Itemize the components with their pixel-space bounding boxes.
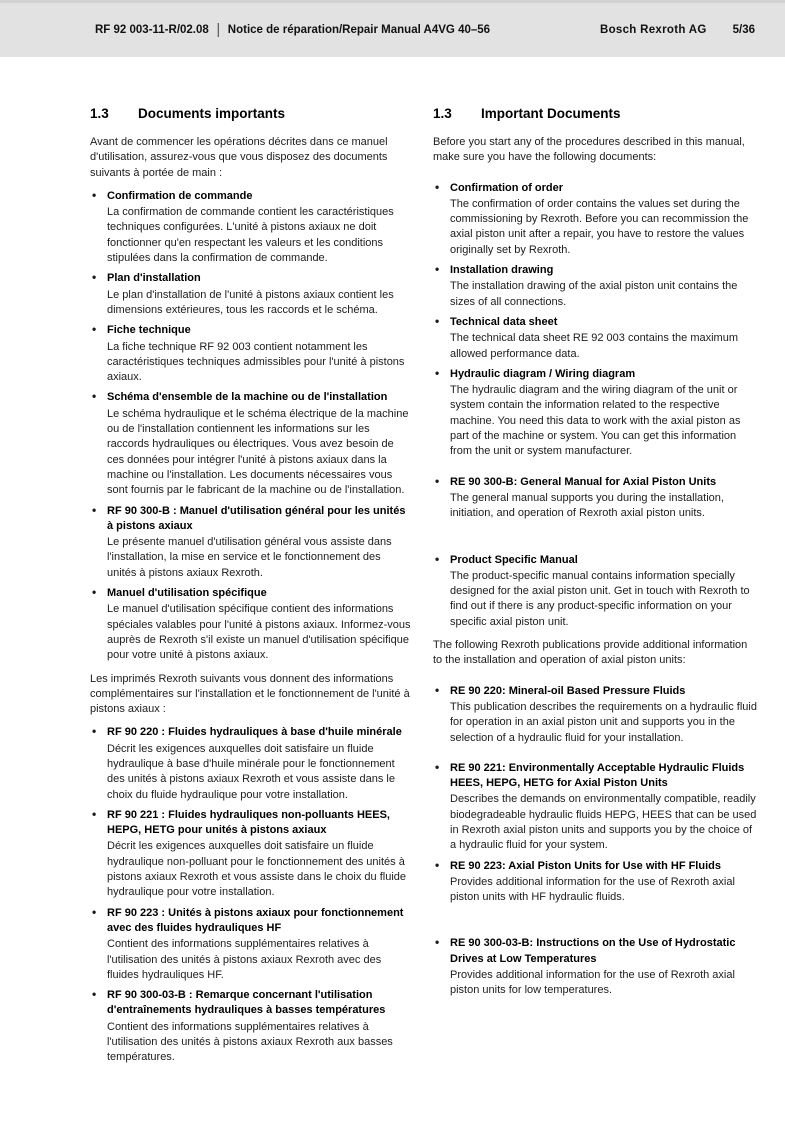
doc-item-title: • Plan d'installation	[107, 272, 201, 285]
header-bar	[0, 0, 785, 57]
doc-list-item	[90, 504, 412, 581]
header-separator: |	[216, 22, 220, 38]
doc-item-title: • RF 90 221 : Fluides hydrauliques non-polluants HEES, HEPG, HETG pour unités à pistons axiaux	[107, 808, 390, 837]
connecting-paragraph: Les imprimés Rexroth suivants vous donnent des informations complémentaires sur l'installation et le fonctionnement de l'unité à pistons axiaux :	[90, 672, 410, 716]
doc-list-item	[90, 271, 412, 318]
doc-list-item	[433, 367, 758, 460]
doc-item-body: La fiche technique RF 92 003 contient notamment les caractéristiques techniques admissibles pour l'unité à pistons axiaux.	[107, 340, 405, 384]
doc-item-title: • RE 90 221: Environmentally Acceptable Hydraulic Fluids HEES, HEPG, HETG for Axial Piston Units	[450, 761, 745, 790]
doc-list-item	[433, 684, 758, 746]
doc-list-item	[433, 315, 758, 362]
section-heading-en	[433, 105, 758, 122]
doc-item-body: The hydraulic diagram and the wiring diagram of the unit or system contain the information related to the respective machine. You need this data to work with the axial piston as part of the machine or system. You can get this information from the unit or system manufacturer.	[450, 384, 741, 458]
doc-item-body: La confirmation de commande contient les caractéristiques techniques configurées. L'unité à pistons axiaux ne doit fonctionner qu'en respectant les valeurs et les conditions stipulées dans la confirmation de commande.	[107, 206, 394, 265]
connecting-paragraph: The following Rexroth publications provide additional information to the installation and operation of axial piston units:	[433, 639, 748, 667]
doc-title: Notice de réparation/Repair Manual A4VG 40–56	[227, 24, 491, 36]
doc-item-title: • Installation drawing	[450, 264, 554, 277]
doc-item-title: • Confirmation de commande	[107, 189, 253, 202]
doc-item-title: • RE 90 300-03-B: Instructions on the Use of Hydrostatic Drives at Low Temperatures	[450, 937, 736, 965]
doc-item-title: • Product Specific Manual	[450, 553, 578, 566]
doc-reference: RF 92 003-11-R/02.08	[95, 24, 209, 36]
doc-item-body: The general manual supports you during the installation, initiation, and operation of Rexroth axial piston units.	[450, 491, 724, 520]
doc-item-body: Le schéma hydraulique et le schéma électrique de la machine ou de l'installation contiennent les informations sur les raccords hydrauliques ou électriques. Vous avez besoin de ces données pour intégrer l'unité à pistons axiaux dans la machine ou l'installation. Les documents nécessaires vous sont fournis par le fabricant de la machine ou de l'installation.	[107, 407, 409, 497]
doc-item-body: Describes the demands on environmentally compatible, readily biodegradeable hydraulic fluids HEPG, HEES that can be used in Rexroth axial piston units and supports you by the choice of a hydraulic fluid for your system.	[450, 793, 757, 852]
doc-item-title: • Manuel d'utilisation spécifique	[107, 587, 267, 600]
doc-item-body: This publication describes the requirements on a hydraulic fluid for operation in an axial piston unit and supports you in the selection of a hydraulic fluid for your installation.	[450, 700, 757, 744]
english-column	[433, 105, 758, 1004]
page-number: 5/36	[732, 24, 755, 36]
section-number: 1.3	[433, 106, 452, 121]
doc-list-item	[90, 906, 412, 983]
intro-paragraph: Before you start any of the procedures described in this manual, make sure you have the following documents:	[433, 136, 745, 164]
doc-item-title: • RE 90 220: Mineral-oil Based Pressure Fluids	[450, 684, 686, 697]
doc-list-item	[433, 553, 758, 630]
doc-list-item	[90, 586, 412, 663]
doc-item-title: • RE 90 300-B: General Manual for Axial Piston Units	[450, 475, 717, 488]
doc-item-body: The product-specific manual contains information specially designed for the axial piston unit. Get in touch with Rexroth to find out if there is any product-specific information on your specific axial piston unit.	[450, 569, 750, 628]
doc-item-body: Provides additional information for the use of Rexroth axial piston units for low temperatures.	[450, 969, 735, 997]
doc-item-body: The confirmation of order contains the values set during the commissioning by Rexroth. Before you can recommission the axial piston unit after a repair, you have to restore the values originally set by Rexroth.	[450, 197, 749, 256]
doc-item-title: • RF 90 223 : Unités à pistons axiaux pour fonctionnement avec des fluides hydrauliques HF	[107, 906, 404, 934]
doc-item-body: Contient des informations supplémentaires relatives à l'utilisation des unités à pistons axiaux Rexroth aux basses températures.	[107, 1020, 393, 1064]
section-heading-fr	[90, 105, 412, 122]
doc-list-item	[433, 761, 758, 854]
doc-item-body: Le plan d'installation de l'unité à pistons axiaux contient les dimensions extérieures, tous les raccords et le schéma.	[107, 288, 394, 316]
doc-item-body: Provides additional information for the use of Rexroth axial piston units with HF hydraulic fluids.	[450, 875, 735, 904]
doc-list-item	[90, 189, 412, 266]
doc-item-body: Décrit les exigences auxquelles doit satisfaire un fluide hydraulique non-polluant pour le fonctionnement des unités à pistons axiaux Rexroth et vous assiste dans le choix du fluide hydraulique pour votre installation.	[107, 840, 406, 899]
doc-item-title: • Schéma d'ensemble de la machine ou de l'installation	[107, 391, 388, 404]
section-title: Documents importants	[138, 106, 286, 121]
french-column	[90, 105, 412, 1071]
doc-item-title: • RF 90 300-B : Manuel d'utilisation général pour les unités à pistons axiaux	[107, 504, 406, 532]
doc-item-body: Le présente manuel d'utilisation général vous assiste dans l'installation, la mise en service et le fonctionnement des unités à pistons axiaux Rexroth.	[107, 536, 392, 579]
doc-list-item	[90, 988, 412, 1065]
doc-item-title: • Fiche technique	[107, 324, 191, 337]
doc-item-body: Le manuel d'utilisation spécifique contient des informations spéciales valables pour l'unité à pistons axiaux. Informez-vous auprès de Rexroth s'il existe un manuel d'utilisation spécifique pour votre unité à pistons axiaux.	[107, 603, 411, 662]
doc-item-title: • Technical data sheet	[450, 315, 558, 328]
doc-list-item	[433, 181, 758, 258]
doc-item-body: The installation drawing of the axial piston unit contains the sizes of all connections.	[450, 280, 738, 308]
doc-list-item	[433, 859, 758, 906]
doc-item-title: • Confirmation of order	[450, 181, 564, 194]
intro-paragraph: Avant de commencer les opérations décrites dans ce manuel d'utilisation, assurez-vous que vous disposez des documents suivants à portée de main :	[90, 136, 388, 179]
doc-item-body: The technical data sheet RE 92 003 contains the maximum allowed performance data.	[450, 332, 738, 360]
doc-item-title: • Hydraulic diagram / Wiring diagram	[450, 367, 636, 380]
section-number: 1.3	[90, 106, 109, 121]
doc-list-item	[90, 725, 412, 802]
doc-item-title: • RF 90 220 : Fluides hydrauliques à base d'huile minérale	[107, 726, 402, 739]
doc-list-item	[90, 808, 412, 901]
company-name: Bosch Rexroth AG	[599, 24, 707, 36]
doc-list-item	[90, 323, 412, 385]
doc-list-item	[433, 936, 758, 998]
doc-item-title: • RF 90 300-03-B : Remarque concernant l'utilisation d'entraînements hydrauliques à basses températures	[107, 989, 386, 1017]
doc-list-item	[433, 263, 758, 310]
doc-item-body: Décrit les exigences auxquelles doit satisfaire un fluide hydraulique à base d'huile minérale pour le fonctionnement des unités à pistons axiaux Rexroth et vous assiste dans le choix du fluide hydraulique pour votre installation.	[107, 742, 395, 801]
doc-item-title: • RE 90 223: Axial Piston Units for Use with HF Fluids	[450, 859, 721, 872]
section-title: Important Documents	[481, 106, 621, 121]
doc-list-item	[90, 390, 412, 498]
doc-item-body: Contient des informations supplémentaires relatives à l'utilisation des unités à pistons axiaux Rexroth avec des fluides hydrauliques HF.	[107, 938, 382, 981]
doc-list-item	[433, 475, 758, 522]
